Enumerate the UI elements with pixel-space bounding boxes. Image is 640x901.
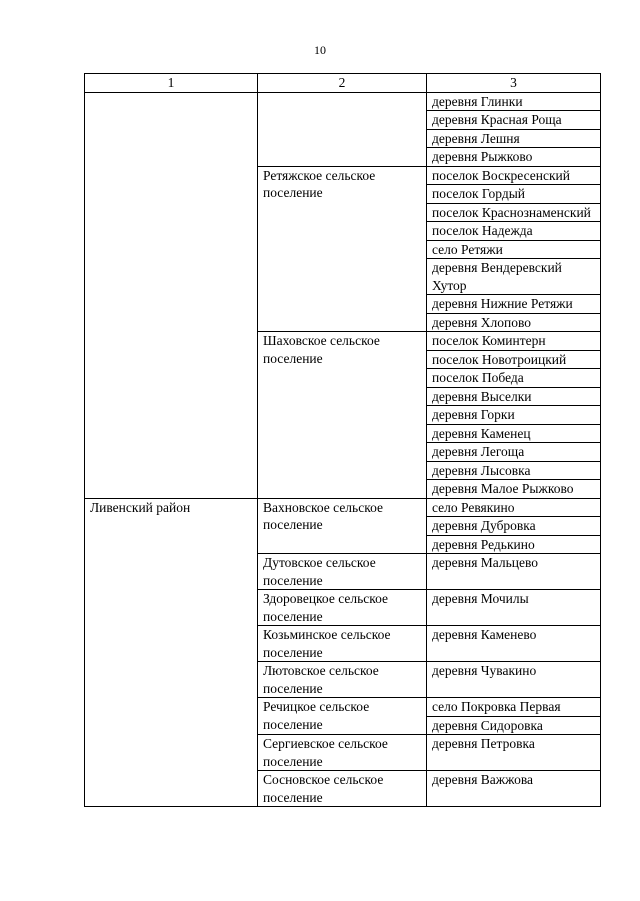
locality-cell: деревня Глинки: [427, 92, 601, 111]
page-number: 10: [314, 43, 326, 57]
locality-cell: деревня Мочилы: [427, 590, 601, 626]
settlement-cell: Речицкое сельское поселение: [258, 698, 427, 735]
locality-cell: деревня Мальцево: [427, 554, 601, 590]
locality-cell: деревня Малое Рыжково: [427, 480, 601, 499]
locality-cell: поселок Воскресенский: [427, 166, 601, 185]
table-row: [85, 92, 601, 111]
locality-cell: поселок Надежда: [427, 222, 601, 241]
district-cell: [85, 92, 258, 498]
locality-cell: деревня Выселки: [427, 387, 601, 406]
locality-cell: село Ретяжи: [427, 240, 601, 259]
settlement-cell: Сосновское сельское поселение: [258, 771, 427, 807]
settlement-cell: Ретяжское сельское поселение: [258, 166, 427, 332]
locality-cell: деревня Горки: [427, 406, 601, 425]
table-body: [85, 92, 601, 807]
locality-cell: деревня Важжова: [427, 771, 601, 807]
column-header-1: 1: [85, 74, 258, 93]
locality-cell: деревня Редькино: [427, 535, 601, 554]
locality-cell: деревня Лешня: [427, 129, 601, 148]
settlement-cell: Вахновское сельское поселение: [258, 498, 427, 554]
locality-cell: поселок Победа: [427, 369, 601, 388]
locality-cell: деревня Сидоровка: [427, 716, 601, 735]
locality-cell: деревня Каменево: [427, 626, 601, 662]
settlement-cell: Здоровецкое сельское поселение: [258, 590, 427, 626]
localities-table: [84, 73, 601, 807]
district-cell: Ливенский район: [85, 498, 258, 807]
locality-cell: село Ревякино: [427, 498, 601, 517]
locality-cell: поселок Краснознаменский: [427, 203, 601, 222]
settlement-cell: Козьминское сельское поселение: [258, 626, 427, 662]
column-header-2: 2: [258, 74, 427, 93]
locality-cell: деревня Каменец: [427, 424, 601, 443]
settlement-cell: Дутовское сельское поселение: [258, 554, 427, 590]
locality-cell: поселок Коминтерн: [427, 332, 601, 351]
locality-cell: деревня Дубровка: [427, 517, 601, 536]
locality-cell: деревня Красная Роща: [427, 111, 601, 130]
settlement-cell: Лютовское сельское поселение: [258, 662, 427, 698]
locality-cell: деревня Лысовка: [427, 461, 601, 480]
settlement-cell: Шаховское сельское поселение: [258, 332, 427, 499]
column-header-3: 3: [427, 74, 601, 93]
settlement-cell: Сергиевское сельское поселение: [258, 735, 427, 771]
locality-cell: деревня Рыжково: [427, 148, 601, 167]
locality-cell: поселок Новотроицкий: [427, 350, 601, 369]
locality-cell: деревня Петровка: [427, 735, 601, 771]
locality-cell: поселок Гордый: [427, 185, 601, 204]
locality-cell: деревня Хлопово: [427, 313, 601, 332]
locality-cell: деревня Нижние Ретяжи: [427, 295, 601, 314]
settlement-cell: [258, 92, 427, 166]
locality-cell: село Покровка Первая: [427, 698, 601, 717]
header-row: [85, 74, 601, 93]
locality-cell: деревня Чувакино: [427, 662, 601, 698]
table-row: [85, 498, 601, 517]
locality-cell: деревня Легоща: [427, 443, 601, 462]
locality-cell: деревня Вендеревский Хутор: [427, 259, 601, 295]
